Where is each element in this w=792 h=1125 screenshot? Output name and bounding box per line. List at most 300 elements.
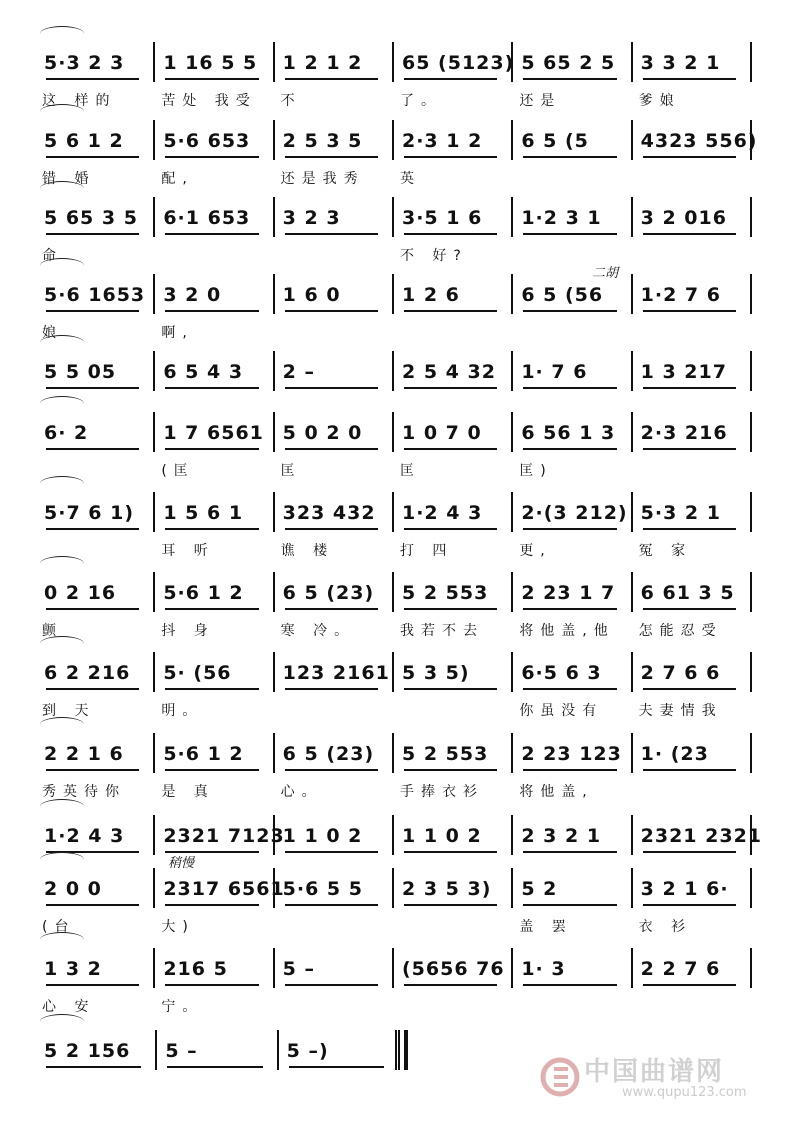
lyrics-line (36, 90, 752, 114)
measure-notes: 5 – (282, 958, 315, 980)
measure-notes: 2 – (282, 361, 315, 383)
lyric-text: 夫妻情我 (638, 703, 723, 719)
lyric-text (157, 1078, 278, 1102)
lyric-text: 心。 (280, 784, 323, 800)
site-watermark (540, 1051, 770, 1103)
measure (273, 492, 392, 532)
beam-underline (285, 528, 378, 530)
measure-notes: 2317 6561 (163, 878, 285, 900)
beam-underline (404, 156, 497, 158)
measure (511, 815, 630, 855)
measure (511, 412, 630, 452)
beam-underline (46, 310, 139, 312)
measure (631, 948, 752, 988)
lyrics-line (36, 168, 752, 192)
measure-notes: 1 1 0 2 (282, 825, 363, 847)
measure (273, 42, 392, 82)
beam-underline (165, 156, 258, 158)
lyric-text (275, 700, 394, 724)
measure (631, 652, 752, 692)
measure (392, 412, 511, 452)
score-system (0, 948, 792, 1043)
measure-notes: 6·5 6 3 (521, 662, 602, 684)
measure (273, 274, 392, 314)
measure-notes: 6· 2 (44, 422, 89, 444)
measure (36, 652, 153, 692)
measure-notes: 5·6 1 2 (163, 582, 244, 604)
measure-notes: 6 5 4 3 (163, 361, 244, 383)
measure-notes: 2·3 1 2 (401, 130, 483, 152)
measure (631, 868, 752, 908)
beam-underline (285, 608, 378, 610)
lyric-text: 不 (280, 93, 302, 109)
measure-notes: 1 2 1 2 (282, 52, 363, 74)
lyric-text: 命 (42, 248, 63, 264)
measure (36, 868, 153, 908)
measure (36, 572, 153, 612)
beam-underline (404, 448, 497, 450)
beam-underline (523, 851, 616, 853)
lyric-text: 你虽没有 (519, 703, 604, 719)
slur-arc (40, 799, 84, 814)
staff-line (36, 274, 752, 314)
slur-arc (40, 932, 84, 947)
measure (511, 42, 630, 82)
measure-notes: 2 7 6 6 (640, 662, 721, 684)
lyric-text: 明。 (161, 703, 204, 719)
measure (273, 815, 392, 855)
measure (631, 197, 752, 237)
beam-underline (285, 233, 378, 235)
measure (511, 120, 630, 160)
beam-underline (46, 528, 139, 530)
lyric-text: 抖 身 (161, 623, 215, 639)
lyric-text: 爹娘 (638, 93, 681, 109)
measure (273, 948, 392, 988)
staff-line (36, 120, 758, 160)
lyric-text: 英 (399, 171, 421, 187)
measure-notes: 1 7 6561 (163, 422, 264, 444)
slur-arc (40, 636, 84, 651)
lyric-text: 衣 衫 (638, 919, 693, 935)
beam-underline (165, 528, 258, 530)
measure (273, 572, 392, 612)
lyric-text: 打 四 (399, 543, 454, 559)
measure-notes: 1 3 217 (640, 361, 727, 383)
beam-underline (404, 608, 497, 610)
staff-line (36, 572, 752, 612)
measure-notes: 1· 3 (521, 958, 566, 980)
measure (392, 868, 511, 908)
measure-notes: 2321 7123 (163, 825, 285, 847)
measure (36, 492, 153, 532)
measure-notes: 216 5 (163, 958, 228, 980)
beam-underline (167, 1066, 262, 1068)
slur-arc (40, 335, 84, 350)
beam-underline (285, 851, 378, 853)
measure (392, 120, 511, 160)
beam-underline (165, 78, 258, 80)
measure (392, 572, 511, 612)
lyric-text: 匡 (399, 463, 421, 479)
measure-notes: 5·6 1 2 (163, 743, 244, 765)
measure (273, 733, 392, 773)
measure (36, 815, 153, 855)
measure (631, 42, 752, 82)
lyric-text (394, 700, 513, 724)
beam-underline (523, 156, 616, 158)
beam-underline (643, 310, 736, 312)
lyric-text: 啊, (161, 325, 194, 341)
beam-underline (523, 608, 616, 610)
lyric-text: 大) (161, 919, 195, 935)
beam-underline (165, 769, 258, 771)
measure-notes: 2 2 1 6 (44, 743, 124, 765)
lyric-text: 匡 (280, 463, 302, 479)
lyric-text: 冤 家 (638, 543, 693, 559)
beam-underline (285, 984, 378, 986)
measure (153, 412, 272, 452)
measure-notes: 5 0 2 0 (282, 422, 363, 444)
measure (153, 120, 272, 160)
measure (273, 351, 392, 391)
lyric-text: 怎能忍受 (638, 623, 723, 639)
beam-underline (404, 310, 497, 312)
measure (631, 274, 752, 314)
measure (631, 351, 752, 391)
measure (392, 197, 511, 237)
beam-underline (523, 769, 616, 771)
staff-line (36, 948, 752, 988)
measure-notes: 4323 556) (640, 130, 758, 152)
lyric-text: (台 (42, 919, 76, 935)
beam-underline (643, 904, 736, 906)
measure-notes: 2 2 7 6 (640, 958, 721, 980)
measure (277, 1030, 400, 1070)
measure (153, 572, 272, 612)
beam-underline (404, 78, 497, 80)
staff-line (36, 652, 752, 692)
measure-notes: 5·6 5 5 (282, 878, 363, 900)
measure-notes: 5 2 (521, 878, 558, 900)
measure-notes: 3·5 1 6 (401, 207, 483, 229)
measure-notes: 5 –) (286, 1040, 329, 1062)
lyric-text (394, 996, 513, 1020)
staff-line (36, 351, 752, 391)
beam-underline (285, 448, 378, 450)
measure-notes: 1· (23 (640, 743, 709, 765)
beam-underline (165, 310, 258, 312)
lyric-text (155, 245, 274, 269)
beam-underline (285, 769, 378, 771)
lyric-text: 盖 罢 (519, 919, 573, 935)
lyric-text: 是 真 (161, 784, 215, 800)
measure-notes: 5·6 653 (163, 130, 251, 152)
beam-underline (46, 769, 139, 771)
measure-notes: 6 5 (23) (282, 582, 375, 604)
measure-notes: 6 5 (56 (521, 284, 604, 306)
beam-underline (643, 387, 736, 389)
measure-notes: 65 (5123) (401, 52, 515, 74)
measure (36, 1030, 155, 1070)
measure-notes: 3 2 1 6· (640, 878, 729, 900)
measure (631, 492, 752, 532)
measure (153, 274, 272, 314)
lyrics-line (36, 916, 752, 940)
measure-notes: 5 65 3 5 (44, 207, 138, 229)
measure-notes: 5·7 6 1) (44, 502, 135, 524)
beam-underline (46, 78, 139, 80)
measure-notes: 5· (56 (163, 662, 232, 684)
measure-notes: 5·6 1653 (44, 284, 146, 306)
beam-underline (404, 851, 497, 853)
lyric-text (513, 168, 632, 192)
slur-arc (40, 396, 84, 411)
slur-arc (40, 852, 84, 867)
measure (155, 1030, 276, 1070)
beam-underline (643, 78, 736, 80)
beam-underline (165, 387, 258, 389)
lyric-text: 寒 冷。 (280, 623, 356, 639)
measure (36, 42, 153, 82)
lyric-text: 将他盖, (519, 784, 594, 800)
measure-notes: 5 2 553 (401, 582, 489, 604)
measure-notes: 5 2 553 (401, 743, 489, 765)
staff-line (36, 42, 752, 82)
lyric-text: 到 天 (42, 703, 96, 719)
measure-notes: 1· 7 6 (521, 361, 588, 383)
final-barline (395, 1030, 408, 1070)
measure (511, 652, 630, 692)
beam-underline (46, 1066, 141, 1068)
measure (273, 197, 392, 237)
measure (36, 948, 153, 988)
lyrics-line (36, 245, 752, 269)
measure-notes: 3 2 3 (282, 207, 341, 229)
measure-notes: 1 16 5 5 (163, 52, 258, 74)
lyrics-line (36, 996, 752, 1020)
measure-notes: 1·2 4 3 (401, 502, 483, 524)
lyric-text: 还是我秀 (280, 171, 365, 187)
measure-notes: 1 0 7 0 (401, 422, 482, 444)
staff-line (36, 1030, 400, 1070)
lyric-text (394, 322, 513, 346)
measure (36, 412, 153, 452)
lyric-text: 匡) (519, 463, 553, 479)
lyric-text: 这 样的 (42, 93, 117, 109)
beam-underline (523, 78, 616, 80)
beam-underline (46, 233, 139, 235)
staff-line (36, 733, 752, 773)
measure (392, 733, 511, 773)
measure-notes: 1·2 3 1 (521, 207, 602, 229)
measure-notes: 2321 2321 (640, 825, 763, 847)
lyric-text (633, 996, 752, 1020)
slur-arc (40, 717, 84, 732)
lyrics-line (36, 781, 752, 805)
lyric-text: 还是 (519, 93, 562, 109)
measure-notes: 2 3 5 3) (401, 878, 492, 900)
lyric-text: 心 安 (42, 999, 96, 1015)
measure-notes: 2·3 216 (640, 422, 728, 444)
measure-notes: 323 432 (282, 502, 376, 524)
lyric-text: 将他盖,他 (519, 623, 615, 639)
measure (153, 652, 272, 692)
lyric-text (513, 996, 632, 1020)
measure (153, 948, 272, 988)
tempo-marking: 稍慢 (168, 856, 195, 871)
score-system (0, 733, 792, 828)
beam-underline (165, 233, 258, 235)
beam-underline (523, 310, 616, 312)
beam-underline (404, 904, 497, 906)
beam-underline (46, 608, 139, 610)
beam-underline (285, 688, 378, 690)
lyric-text: 我若不去 (399, 623, 484, 639)
lyric-text (275, 322, 394, 346)
measure (36, 120, 153, 160)
beam-underline (46, 156, 139, 158)
measure (153, 868, 285, 908)
lyric-text (633, 245, 752, 269)
beam-underline (523, 448, 616, 450)
lyrics-line (36, 700, 752, 724)
beam-underline (523, 233, 616, 235)
measure (273, 120, 392, 160)
measure-notes: 5 5 05 (44, 361, 117, 383)
beam-underline (643, 851, 736, 853)
measure-notes: 6 2 216 (44, 662, 131, 684)
beam-underline (643, 688, 736, 690)
beam-underline (404, 233, 497, 235)
beam-underline (643, 448, 736, 450)
beam-underline (165, 608, 258, 610)
lyric-text: 更, (519, 543, 552, 559)
beam-underline (523, 904, 616, 906)
measure (631, 815, 763, 855)
measure-notes: 1 3 2 (44, 958, 102, 980)
slur-arc (40, 181, 84, 196)
lyric-text: 颤 (42, 623, 63, 639)
slur-arc (40, 1014, 84, 1029)
measure (392, 42, 515, 82)
measure-notes: 123 2161 (282, 662, 390, 684)
lyrics-line (36, 460, 752, 484)
staff-line (36, 412, 752, 452)
measure-notes: 6·1 653 (163, 207, 251, 229)
slur-arc (40, 556, 84, 571)
measure (273, 652, 392, 692)
measure (392, 351, 511, 391)
lyric-text (513, 322, 632, 346)
slur-arc (40, 476, 84, 491)
measure-notes: 0 2 16 (44, 582, 117, 604)
beam-underline (643, 233, 736, 235)
beam-underline (285, 156, 378, 158)
watermark-url: www.qupu123.com (622, 1085, 747, 1100)
beam-underline (523, 984, 616, 986)
lyric-text (394, 916, 513, 940)
watermark-title: 中国曲谱网 (584, 1057, 725, 1087)
measure (36, 274, 153, 314)
staff-line (36, 815, 763, 855)
lyric-text (36, 1078, 157, 1102)
lyric-text: 错 婚 (42, 171, 96, 187)
measure (511, 492, 630, 532)
measure (511, 733, 630, 773)
measure-notes: 6 56 1 3 (521, 422, 616, 444)
beam-underline (165, 688, 258, 690)
measure-notes: 5 3 5) (401, 662, 470, 684)
measure-notes: 1·2 7 6 (640, 284, 721, 306)
measure-notes: 5 6 1 2 (44, 130, 124, 152)
beam-underline (404, 984, 497, 986)
measure (511, 351, 630, 391)
measure-notes: 2 23 1 7 (521, 582, 616, 604)
lyric-text (275, 996, 394, 1020)
lyric-text: 秀英待你 (42, 784, 126, 800)
measure (153, 42, 272, 82)
measure (153, 733, 272, 773)
beam-underline (46, 448, 139, 450)
lyric-text (633, 781, 752, 805)
measure (392, 652, 511, 692)
measure (511, 868, 630, 908)
measure (153, 492, 272, 532)
beam-underline (404, 387, 497, 389)
lyric-text (275, 245, 394, 269)
measure-notes: 5 2 156 (44, 1040, 131, 1062)
beam-underline (46, 904, 139, 906)
measure-notes: 2 5 4 32 (401, 361, 496, 383)
staff-line (36, 492, 752, 532)
measure-notes: 2 0 0 (44, 878, 102, 900)
measure-notes: 5 65 2 5 (521, 52, 616, 74)
measure (273, 412, 392, 452)
beam-underline (46, 387, 139, 389)
lyric-text (279, 1078, 400, 1102)
measure (392, 274, 511, 314)
beam-underline (285, 387, 378, 389)
beam-underline (46, 688, 139, 690)
measure (36, 351, 153, 391)
beam-underline (523, 528, 616, 530)
measure (392, 948, 511, 988)
measure-notes: 3 2 016 (640, 207, 727, 229)
measure-notes: 5 – (165, 1040, 198, 1062)
measure-notes: 6 61 3 5 (640, 582, 735, 604)
measure (392, 492, 511, 532)
beam-underline (285, 78, 378, 80)
beam-underline (165, 904, 258, 906)
measure-notes: 6 5 (5 (521, 130, 589, 152)
measure-notes: 1 5 6 1 (163, 502, 244, 524)
beam-underline (165, 984, 258, 986)
slur-arc (40, 258, 84, 273)
beam-underline (643, 608, 736, 610)
beam-underline (285, 310, 378, 312)
measure-notes: 3 2 0 (163, 284, 222, 306)
beam-underline (643, 156, 736, 158)
qupu-logo-icon (540, 1057, 580, 1097)
staff-line (36, 197, 752, 237)
measure (631, 733, 752, 773)
beam-underline (404, 769, 497, 771)
measure (631, 120, 758, 160)
measure-notes: 2 3 2 1 (521, 825, 602, 847)
measure (36, 733, 153, 773)
measure-notes: 6 5 (23) (282, 743, 375, 765)
